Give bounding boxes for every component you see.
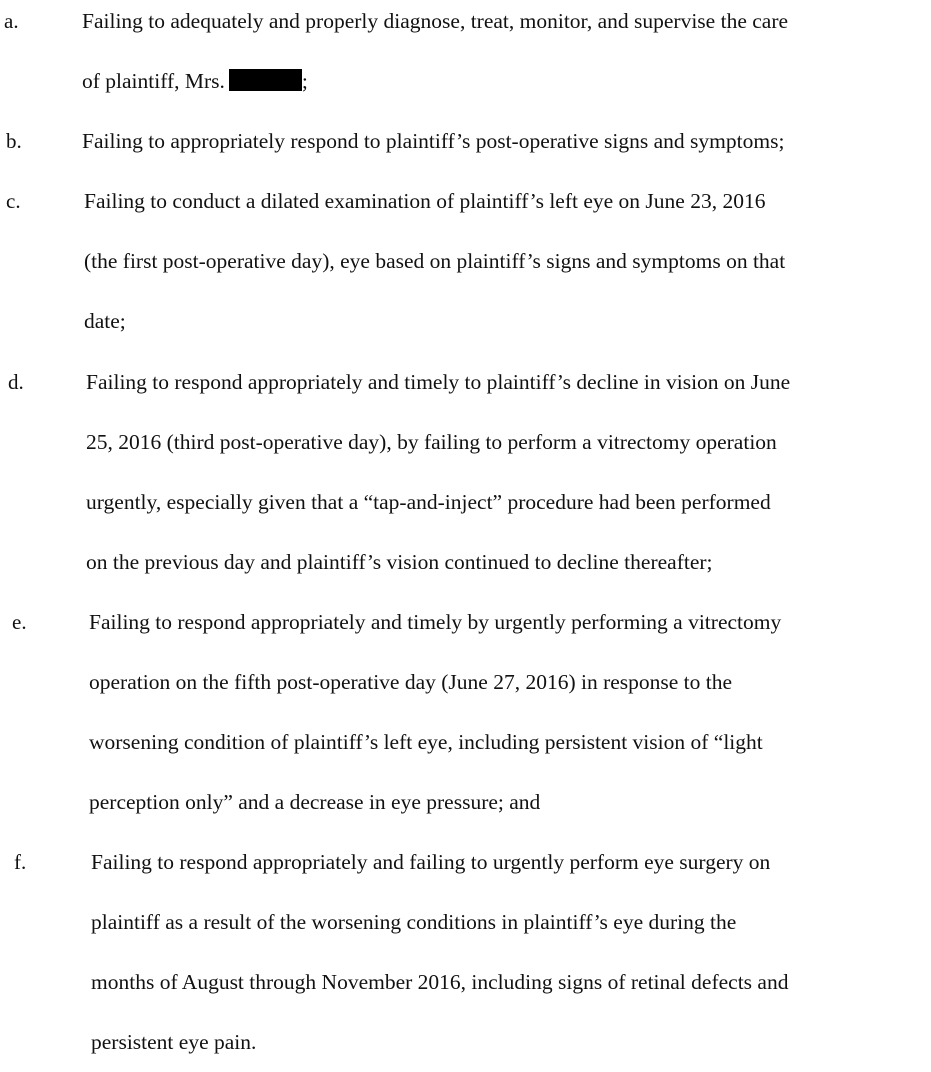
item-text-f: Failing to respond appropriately and failing to urgently perform eye surgery on plaintiff as a result of the worsening conditions in plaintiff’s eye during the months of August through November 2016, including signs of retinal defects and persistent eye pain.: [91, 850, 789, 1054]
item-marker-d: d.: [8, 370, 24, 394]
item-text-c: Failing to conduct a dilated examination of plaintiff’s left eye on June 23, 2016 (the first post-operative day), eye based on plaintiff’s signs and symptoms on that date;: [84, 189, 786, 333]
item-marker-e: e.: [12, 610, 27, 634]
item-text-b: Failing to appropriately respond to plaintiff’s post-operative signs and symptoms;: [82, 129, 785, 153]
item-text-e: Failing to respond appropriately and timely by urgently performing a vitrectomy operation on the fifth post-operative day (June 27, 2016) in response to the worsening condition of plaintiff’s left eye, including persistent vision of “light perception only” and a decrease in eye pressure; and: [89, 610, 782, 814]
item-marker-b: b.: [6, 129, 22, 153]
item-text-a-part2: ;: [301, 69, 308, 93]
redaction-bar: [229, 69, 302, 91]
item-marker-a: a.: [4, 9, 19, 33]
item-marker-c: c.: [6, 189, 21, 213]
item-text-a-part1: Failing to adequately and properly diagnose, treat, monitor, and supervise the care of plaintiff, Mrs.: [82, 9, 789, 93]
item-text-a: [82, 0, 922, 111]
item-text-d: Failing to respond appropriately and timely to plaintiff’s decline in vision on June 25, 2016 (third post-operative day), by failing to perform a vitrectomy operation urgently, especially given that a “tap-and-inject” procedure had been performed on the previous day and plaintiff’s vision continued to decline thereafter;: [86, 370, 791, 574]
item-marker-f: f.: [14, 850, 27, 874]
